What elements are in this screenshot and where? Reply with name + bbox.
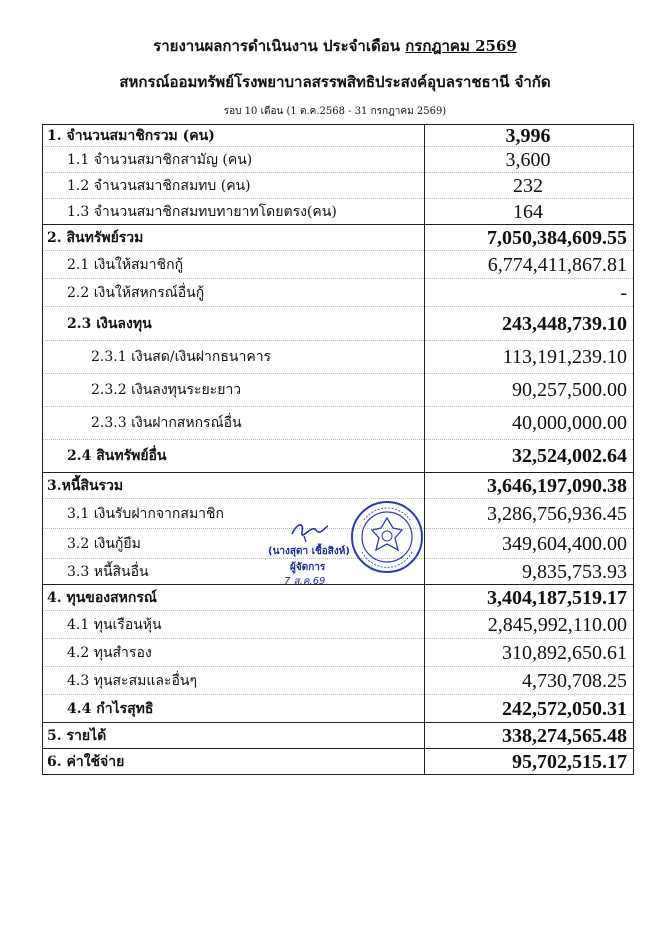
table-row	[43, 723, 634, 749]
row-label: 4.4 กำไรสุทธิ	[43, 695, 425, 723]
row-value: 6,774,411,867.81	[425, 251, 634, 279]
row-value: 2,845,992,110.00	[425, 611, 634, 639]
row-label: 1. จำนวนสมาชิกรวม (คน)	[43, 125, 425, 147]
row-label: 2.2 เงินให้สหกรณ์อื่นกู้	[43, 279, 425, 307]
report-title	[0, 34, 670, 58]
table-row	[43, 667, 634, 695]
row-label: 4.2 ทุนสำรอง	[43, 639, 425, 667]
row-value: 4,730,708.25	[425, 667, 634, 695]
table-row	[43, 307, 634, 341]
table-row	[43, 199, 634, 225]
report-month-year: กรกฎาคม 2569	[405, 37, 517, 55]
row-label: 1.2 จำนวนสมาชิกสมทบ (คน)	[43, 173, 425, 199]
signature-date: 7 ส.ค.69	[284, 576, 326, 587]
row-value: 3,996	[425, 125, 634, 147]
row-label: 5. รายได้	[43, 723, 425, 749]
row-value: 242,572,050.31	[425, 695, 634, 723]
table-row	[43, 440, 634, 473]
table-row	[43, 407, 634, 440]
cooperative-seal-stamp	[350, 500, 424, 574]
row-label: 4.3 ทุนสะสมและอื่นๆ	[43, 667, 425, 695]
row-value: 9,835,753.93	[425, 559, 634, 585]
row-value: 113,191,239.10	[425, 341, 634, 374]
performance-table	[42, 124, 634, 775]
row-label: 6. ค่าใช้จ่าย	[43, 749, 425, 775]
row-label: 3.3 หนี้สินอื่น	[43, 559, 425, 585]
row-label: 3.2 เงินกู้ยืม	[43, 529, 425, 559]
signature-scribble	[290, 518, 330, 542]
table-row	[43, 749, 634, 775]
cooperative-name: สหกรณ์ออมทรัพย์โรงพยาบาลสรรพสิทธิประสงค์อุบลราชธานี จำกัด	[119, 73, 551, 91]
table-row	[43, 125, 634, 147]
table-row	[43, 173, 634, 199]
row-label: 2. สินทรัพย์รวม	[43, 225, 425, 251]
row-value: 3,404,187,519.17	[425, 585, 634, 611]
row-value: 3,600	[425, 147, 634, 173]
row-value: 32,524,002.64	[425, 440, 634, 473]
row-label: 4.1 ทุนเรือนหุ้น	[43, 611, 425, 639]
table-row	[43, 695, 634, 723]
row-value: 3,646,197,090.38	[425, 473, 634, 499]
row-label: 1.1 จำนวนสมาชิกสามัญ (คน)	[43, 147, 425, 173]
row-label: 2.3.3 เงินฝากสหกรณ์อื่น	[43, 407, 425, 440]
row-value: -	[425, 279, 634, 307]
row-value: 349,604,400.00	[425, 529, 634, 559]
row-value: 40,000,000.00	[425, 407, 634, 440]
row-label: 2.4 สินทรัพย์อื่น	[43, 440, 425, 473]
row-label: 3.หนี้สินรวม	[43, 473, 425, 499]
table-row	[43, 473, 634, 499]
row-value: 164	[425, 199, 634, 225]
row-value: 95,702,515.17	[425, 749, 634, 775]
row-label: 2.3.1 เงินสด/เงินฝากธนาคาร	[43, 341, 425, 374]
row-label: 2.1 เงินให้สมาชิกกู้	[43, 251, 425, 279]
table-row	[43, 147, 634, 173]
row-value: 243,448,739.10	[425, 307, 634, 341]
signatory-name: (นางสุดา เชื้อสิงห์)	[268, 546, 350, 557]
row-value: 7,050,384,609.55	[425, 225, 634, 251]
row-value: 338,274,565.48	[425, 723, 634, 749]
row-value: 3,286,756,936.45	[425, 499, 634, 529]
row-value: 90,257,500.00	[425, 374, 634, 407]
row-label: 1.3 จำนวนสมาชิกสมทบทายาทโดยตรง(คน)	[43, 199, 425, 225]
row-label: 2.3 เงินลงทุน	[43, 307, 425, 341]
table-row	[43, 341, 634, 374]
table-row	[43, 611, 634, 639]
row-value: 310,892,650.61	[425, 639, 634, 667]
row-value: 232	[425, 173, 634, 199]
table-row	[43, 279, 634, 307]
row-label: 4. ทุนของสหกรณ์	[43, 585, 425, 611]
table-row	[43, 639, 634, 667]
row-label: 2.3.2 เงินลงทุนระยะยาว	[43, 374, 425, 407]
table-row	[43, 251, 634, 279]
row-label: 3.1 เงินรับฝากจากสมาชิก	[43, 499, 425, 529]
table-row	[43, 225, 634, 251]
table-row	[43, 374, 634, 407]
report-title-prefix: รายงานผลการดำเนินงาน ประจำเดือน	[153, 37, 400, 55]
signatory-title: ผู้จัดการ	[290, 562, 326, 573]
report-period: รอบ 10 เดือน (1 ต.ค.2568 - 31 กรกฎาคม 2569)	[223, 106, 447, 117]
